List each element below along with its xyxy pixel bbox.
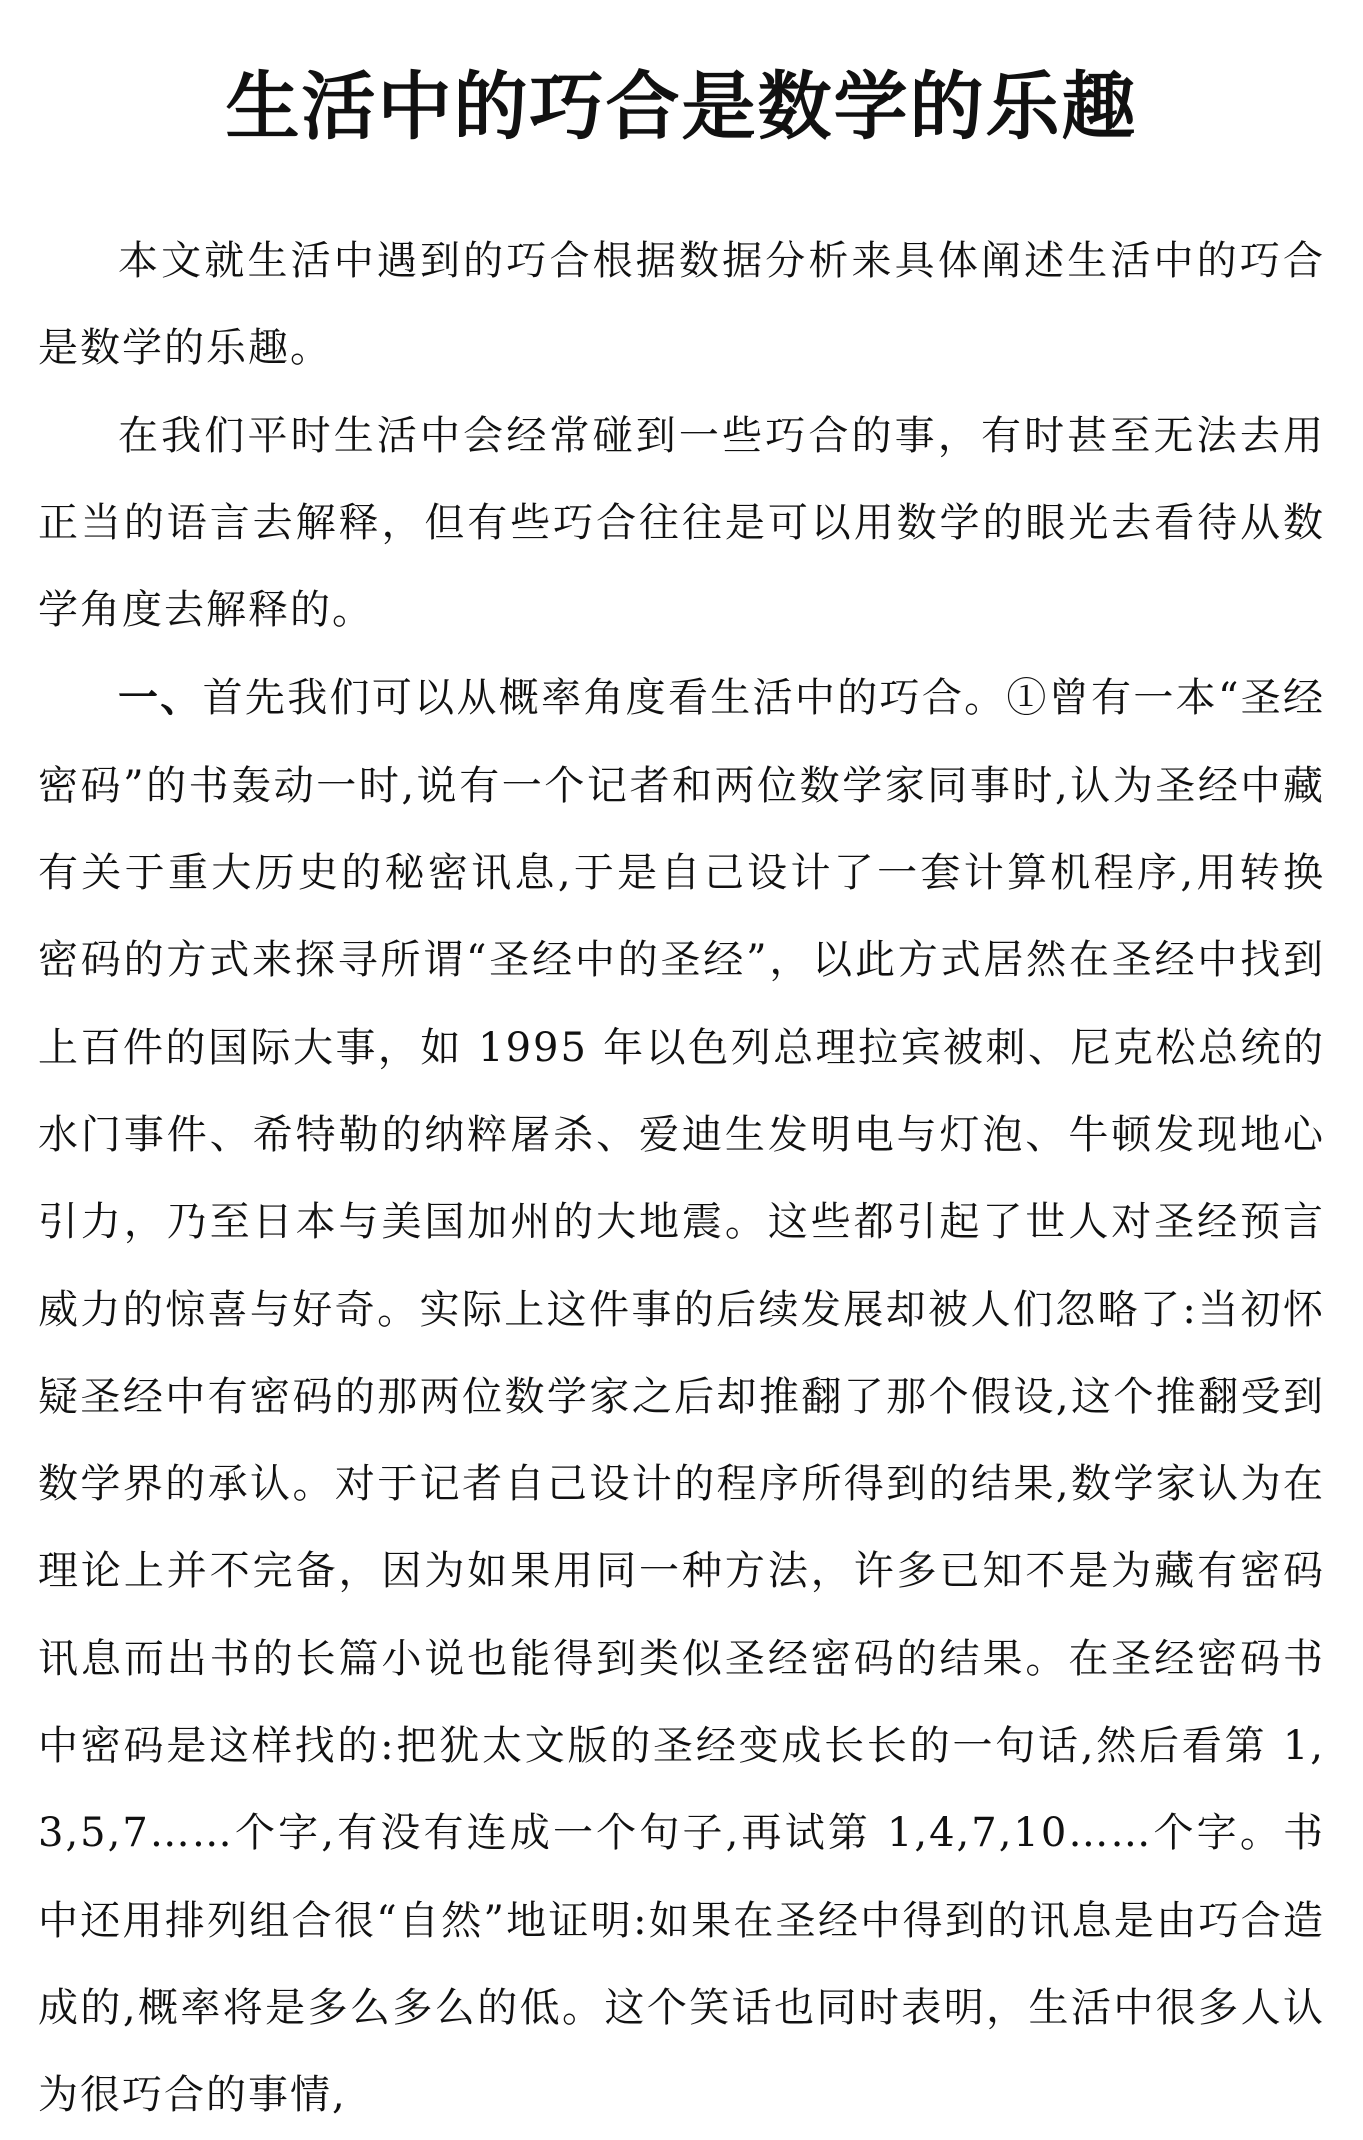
article-body bbox=[38, 218, 1325, 2140]
paragraph-section-one bbox=[38, 654, 1325, 2139]
page-title: 生活中的巧合是数学的乐趣 bbox=[225, 64, 1138, 150]
section-number: 一、 bbox=[118, 674, 203, 722]
paragraph-intro: 本文就生活中遇到的巧合根据数据分析来具体阐述生活中的巧合是数学的乐趣。 bbox=[38, 238, 1325, 372]
section-one-text: 首先我们可以从概率角度看生活中的巧合。①曾有一本“圣经密码”的书轰动一时,说有一个记者和两位数学家同事时,认为圣经中藏有关于重大历史的秘密讯息,于是自己设计了一套计算机程序,用转换密码的方式来探寻所谓“圣经中的圣经”，以此方式居然在圣经中找到上百件的国际大事，如 1995 年以色列总理拉宾被刺、尼克松总统的水门事件、希特勒的纳粹屠杀、爱迪生发明电与灯泡、牛顿发现地心引力，乃至日本与美国加州的大地震。这些都引起了世人对圣经预言威力的惊喜与好奇。实际上这件事的后续发展却被人们忽略了:当初怀疑圣经中有密码的那两位数学家之后却推翻了那个假设,这个推翻受到数学界的承认。对于记者自己设计的程序所得到的结果,数学家认为在理论上并不完备，因为如果用同一种方法，许多已知不是为藏有密码讯息而出书的长篇小说也能得到类似圣经密码的结果。在圣经密码书中密码是这样找的:把犹太文版的圣经变成长长的一句话,然后看第 1,3,5,7……个字,有没有连成一个句子,再试第 1,4,7,10……个字。书中还用排列组合很“自然”地证明:如果在圣经中得到的讯息是由巧合造成的,概率将是多么多么的低。这个笑话也同时表明，生活中很多人认为很巧合的事情, bbox=[38, 675, 1326, 2119]
paragraph-background: 在我们平时生活中会经常碰到一些巧合的事，有时甚至无法去用正当的语言去解释，但有些巧合往往是可以用数学的眼光去看待从数学角度去解释的。 bbox=[38, 412, 1325, 634]
